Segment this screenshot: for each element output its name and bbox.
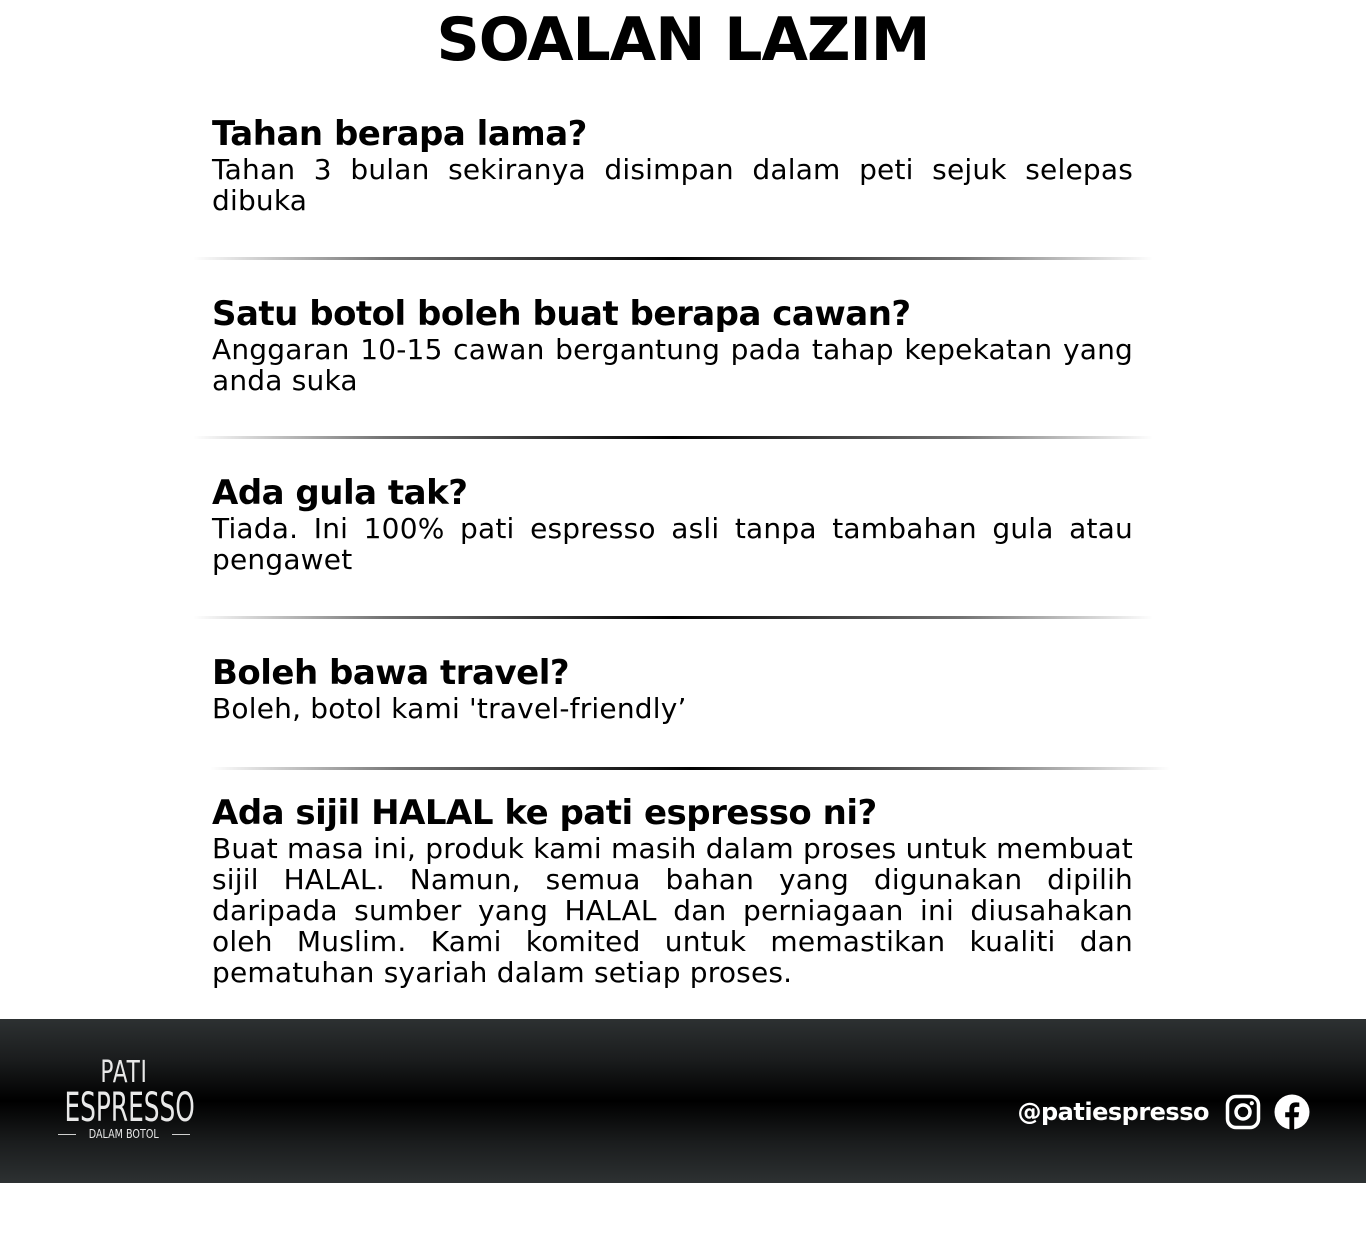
faq-answer: Tiada. Ini 100% pati espresso asli tanpa tambahan gula atau pengawet: [212, 512, 1133, 576]
instagram-icon[interactable]: [1225, 1094, 1261, 1130]
divider: [210, 767, 1170, 770]
faq-item: [212, 114, 1133, 216]
faq-question: Tahan berapa lama?: [212, 114, 587, 154]
faq-answer: Tahan 3 bulan sekiranya disimpan dalam peti sejuk selepas dibuka: [212, 153, 1133, 217]
logo-rule: [58, 1134, 76, 1135]
faq-item: [212, 653, 1133, 724]
faq-item: [212, 294, 1133, 396]
facebook-icon[interactable]: [1274, 1094, 1310, 1130]
brand-logo: [58, 1055, 195, 1141]
divider: [193, 436, 1153, 439]
faq-question: Boleh bawa travel?: [212, 653, 570, 693]
faq-item: [212, 473, 1133, 575]
footer: [0, 1019, 1366, 1183]
page-title: SOALAN LAZIM: [436, 5, 930, 75]
faq-answer: Anggaran 10-15 cawan bergantung pada tahap kepekatan yang anda suka: [212, 333, 1133, 397]
logo-subtitle: DALAM BOTOL: [89, 1127, 160, 1141]
faq-item: [212, 793, 1133, 988]
faq-answer: Boleh, botol kami 'travel-friendly’: [212, 692, 687, 725]
logo-line-1: PATI: [100, 1055, 148, 1090]
divider: [193, 616, 1153, 619]
logo-rule: [172, 1134, 190, 1135]
social-handle[interactable]: @patiespresso: [1017, 1098, 1209, 1126]
logo-line-2: ESPRESSO: [64, 1085, 195, 1131]
faq-question: Ada sijil HALAL ke pati espresso ni?: [212, 793, 877, 833]
faq-answer: Buat masa ini, produk kami masih dalam proses untuk membuat sijil HALAL. Namun, semua bahan yang digunakan dipilih daripada sumber yang HALAL dan perniagaan ini diusahakan oleh Muslim. Kami komited untuk memastikan kualiti dan pematuhan syariah dalam setiap proses.: [212, 832, 1133, 989]
divider: [193, 257, 1153, 260]
faq-question: Satu botol boleh buat berapa cawan?: [212, 294, 911, 334]
faq-question: Ada gula tak?: [212, 473, 468, 513]
